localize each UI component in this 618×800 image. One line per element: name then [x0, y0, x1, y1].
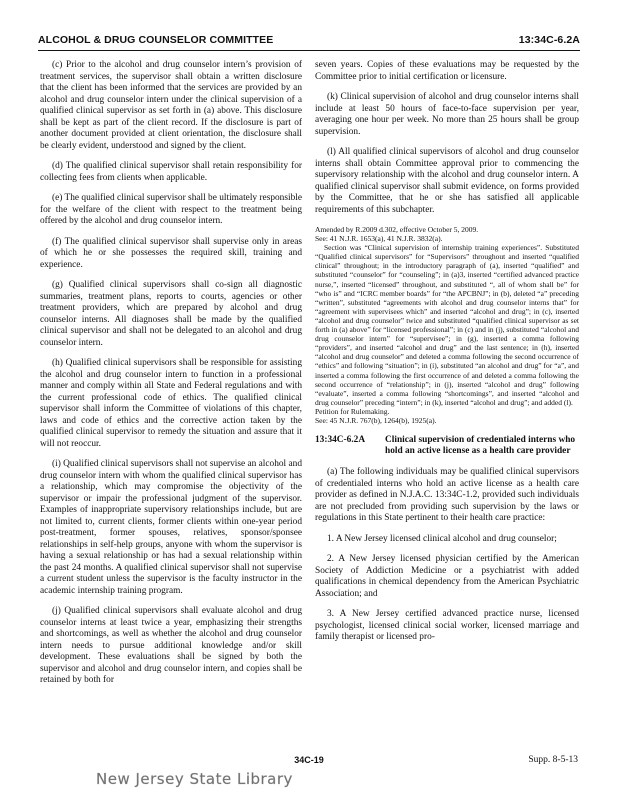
section-item-3: 3. A New Jersey certified advanced practice nurse, licensed psychologist, licensed clinical social worker, licensed marriage and family therapist or licensed pro- [315, 609, 579, 643]
left-column [40, 60, 302, 696]
supplement-date: Supp. 8-5-13 [528, 755, 578, 765]
paragraph-h: (h) Qualified clinical supervisors shall be responsible for assisting the alcohol and drug counselor intern to function in a professional manner and comply within all State and Federal regulations and with the current professional code of ethics. The qualified clinical supervisor shall inform the Committee of violations of this chapter, laws and code of ethics and the corrective action taken by the qualified clinical supervisor to remedy the situation and assure that it will not reoccur. [40, 358, 302, 449]
right-column [315, 60, 579, 653]
section-item-1: 1. A New Jersey licensed clinical alcohol and drug counselor; [327, 533, 557, 544]
section-heading [315, 435, 579, 457]
running-header [38, 34, 580, 48]
paragraph-f: (f) The qualified clinical supervisor shall supervise only in areas of which he or she possesses the required skill, training and experience. [40, 236, 302, 270]
paragraph-l: (l) All qualified clinical supervisors of alcohol and drug counselor interns shall obtain Committee approval prior to commencing the supervisory relationship with the alcohol and drug counselor intern. A qualified clinical supervisor shall submit evidence, on forms provided by the Committee, that he or she has satisfied all applicable requirements of this subchapter. [315, 147, 579, 215]
history-note: See: 45 N.J.R. 767(b), 1264(b), 1925(a). [315, 415, 437, 425]
paragraph-e: (e) The qualified clinical supervisor shall be ultimately responsible for the welfare of the client with respect to the treatment being offered by the alcohol and drug counselor intern. [40, 193, 302, 226]
history-note: Petition for Rulemaking. [315, 406, 390, 416]
history-notes [315, 225, 579, 425]
paragraph-c: (c) Prior to the alcohol and drug counselor intern’s provision of treatment services, the supervisor shall obtain a written disclosure that the client has been informed that the services are provided by an alcohol and drug counselor intern under the clinical supervision of a qualified clinical supervisor as set forth in (a) above. This disclosure shall be kept as part of the client record. If the disclosure is part of another document provided at client orientation, the disclosure shall be clearly evident, understood and signed by the client. [40, 60, 302, 151]
header-section-number: 13:34C-6.2A [518, 34, 580, 46]
library-stamp: New Jersey State Library [96, 770, 293, 788]
paragraph-j-continued: seven years. Copies of these evaluations may be requested by the Committee prior to initial certification or licensure. [315, 60, 579, 82]
header-chapter-title: ALCOHOL & DRUG COUNSELOR COMMITTEE [38, 34, 274, 46]
history-note: Section was “Clinical supervision of internship training experiences”. Substituted “Qualified clinical supervisors” for “Supervisors” throughout and inserted “qualified clinical” throughout; in the introductory paragraph of (a), inserted “qualified” and substituted “counselor” for “counseling”; in (a)3, inserted “certified advanced practice nurse,”, inserted “licensed” throughout, and substituted “, all of whom shall be” for “who is” and “ICRC member boards” for “the APCBNJ”; in (b), deleted “a” preceding “written”, substituted “agreements with alcohol and drug counselor interns that” for “agreement with supervisees which” and inserted “alcohol and drug”; in (c), inserted “alcohol and drug counselor” twice and substituted “qualified clinical supervisor as set forth in (a) above” for “licensed professional”; in (c) and in (j), substituted “alcohol and drug counselor intern” for “supervisee”; in (g), inserted a comma following “providers”, and inserted “alcohol and drug” and the last sentence; in (h), inserted “alcohol and drug counselor” and deleted a comma following the second occurrence of “ethics” and following “situation”; in (i), substituted “an alcohol and drug” for “a”, and inserted a comma following the first occurrence of and deleted a comma following the second occurrence of “relationship”; in (j), inserted “alcohol and drug” following “evaluate”, inserted a comma following “shortcomings”, and inserted “alcohol and drug counselor” preceding “intern”; in (k), inserted “alcohol and drug”; and added (l). [315, 243, 579, 407]
history-note: Amended by R.2009 d.302, effective October 5, 2009. [315, 225, 479, 234]
header-rule [38, 50, 580, 51]
paragraph-j: (j) Qualified clinical supervisors shall evaluate alcohol and drug counselor interns at least twice a year, emphasizing their strengths and shortcomings, as well as whether the alcohol and drug counselor intern needs to pursue additional knowledge and/or skill development. These evaluations shall be signed by both the supervisor and alcohol and drug counselor intern, and copies shall be retained by both for [40, 606, 302, 685]
section-number: 13:34C-6.2A [315, 435, 366, 446]
section-paragraph-a: (a) The following individuals may be qualified clinical supervisors of credentialed interns who hold an active license as a health care provider as defined in N.J.A.C. 13:34C-1.2, provided such individuals are not precluded from providing such supervision by the laws or regulations in this State pertinent to their health care practice: [315, 467, 579, 524]
paragraph-k: (k) Clinical supervision of alcohol and drug counselor interns shall include at least 50 hours of face-to-face supervision per year, averaging one hour per week. No more than 25 hours shall be group supervision. [315, 92, 579, 137]
section-item-2: 2. A New Jersey licensed physician certified by the American Society of Addiction Medicine or a psychiatrist with added qualifications in chemical dependency from the American Psychiatric Association; and [315, 554, 579, 599]
section-title: Clinical supervision of credentialed interns who hold an active license as a health care provider [385, 435, 576, 457]
paragraph-g: (g) Qualified clinical supervisors shall co-sign all diagnostic summaries, treatment plans, reports to courts, agencies or other treatment providers, which are prepared by alcohol and drug counselor interns. All diagnoses shall be made by the qualified clinical supervisor and shall not be delegated to an alcohol and drug counselor intern. [40, 280, 302, 348]
history-note: See: 41 N.J.R. 1653(a), 41 N.J.R. 3832(a). [315, 234, 443, 244]
paragraph-d: (d) The qualified clinical supervisor shall retain responsibility for collecting fees from clients when applicable. [40, 161, 302, 183]
paragraph-i: (i) Qualified clinical supervisors shall not supervise an alcohol and drug counselor intern with whom the qualified clinical supervisor has a relationship, which may compromise the objectivity of the supervisor or impair the professional judgment of the supervisor. Examples of inappropriate supervisory relationships include, but are not limited to, current clients, former clients within one-year period post-treatment, former spouses, relatives, sponsor/sponsee relationships in self-help groups, anyone with whom the supervisor is having a sexual relationship or has had a sexual relationship within the past 24 months. A qualified clinical supervisor shall not supervise a current student unless the supervisor is the faculty instructor in the academic internship training program. [40, 459, 302, 596]
page-folio: 34C-19 [294, 755, 324, 765]
